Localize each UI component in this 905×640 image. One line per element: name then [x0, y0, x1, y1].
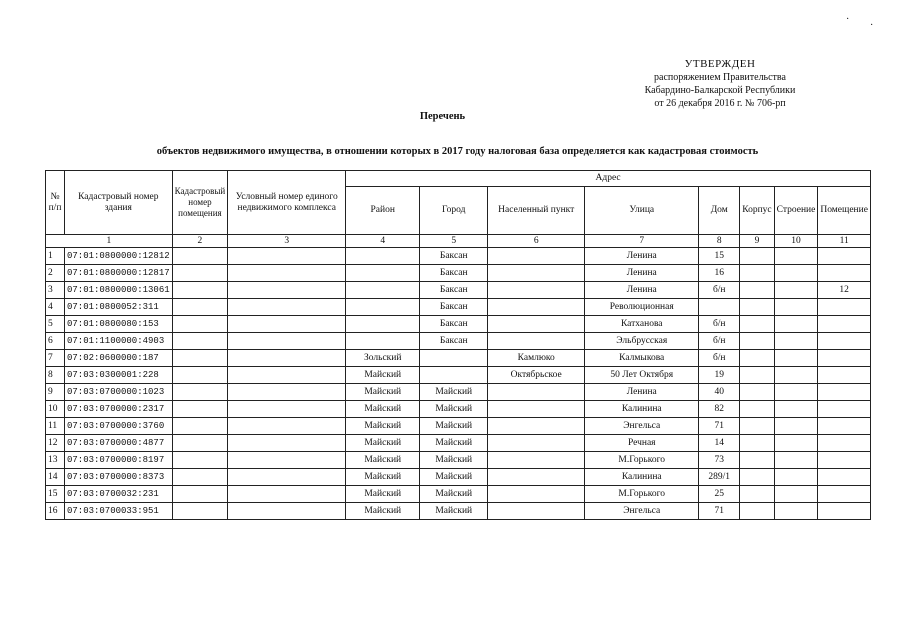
table-row [46, 486, 871, 503]
table-row [46, 265, 871, 282]
cell-city: Майский [420, 384, 488, 401]
cell-cad: 07:01:0800000:12817 [65, 265, 173, 282]
cell-room [818, 384, 871, 401]
approval-heading: УТВЕРЖДЕН [684, 58, 756, 70]
cell-settlement [488, 316, 585, 333]
cell-cond [228, 282, 346, 299]
cell-korp [740, 503, 774, 520]
column-number: 11 [818, 235, 871, 248]
column-number: 9 [740, 235, 774, 248]
cell-korp [740, 367, 774, 384]
cell-district [346, 265, 420, 282]
cell-district: Майский [346, 452, 420, 469]
cell-street: Калинина [585, 401, 699, 418]
cell-cond [228, 384, 346, 401]
cell-settlement [488, 418, 585, 435]
cell-n: 7 [46, 350, 65, 367]
cell-district: Майский [346, 384, 420, 401]
cell-korp [740, 248, 774, 265]
cell-prem [172, 282, 228, 299]
cell-room [818, 452, 871, 469]
cell-str [774, 299, 818, 316]
cell-cad: 07:03:0700000:1023 [65, 384, 173, 401]
cell-prem [172, 503, 228, 520]
header-settlement: Населенный пункт [488, 187, 585, 235]
cell-city [420, 350, 488, 367]
cell-korp [740, 299, 774, 316]
cell-str [774, 503, 818, 520]
cell-cad: 07:01:0800080:153 [65, 316, 173, 333]
header-street: Улица [585, 187, 699, 235]
cell-korp [740, 384, 774, 401]
cell-room [818, 469, 871, 486]
cell-str [774, 469, 818, 486]
cell-cad: 07:01:1100000:4903 [65, 333, 173, 350]
table-row [46, 299, 871, 316]
cell-n: 1 [46, 248, 65, 265]
scan-mark: · [870, 20, 874, 31]
cell-cond [228, 333, 346, 350]
cell-prem [172, 418, 228, 435]
cell-district [346, 248, 420, 265]
cell-prem [172, 316, 228, 333]
cell-city: Майский [420, 486, 488, 503]
cell-korp [740, 350, 774, 367]
cell-house: б/н [699, 333, 740, 350]
cell-district: Зольский [346, 350, 420, 367]
approval-line-3: Кабардино-Балкарской Республики [644, 85, 796, 96]
cell-korp [740, 333, 774, 350]
cell-settlement: Октябрьское [488, 367, 585, 384]
cell-cond [228, 316, 346, 333]
property-table [45, 170, 871, 520]
cell-city: Майский [420, 469, 488, 486]
cell-district: Майский [346, 469, 420, 486]
table-row [46, 333, 871, 350]
table-row [46, 384, 871, 401]
cell-cond [228, 350, 346, 367]
cell-settlement [488, 452, 585, 469]
cell-street: М.Горького [585, 486, 699, 503]
cell-district [346, 282, 420, 299]
cell-cond [228, 486, 346, 503]
cell-n: 2 [46, 265, 65, 282]
cell-street: Катханова [585, 316, 699, 333]
cell-str [774, 418, 818, 435]
cell-city: Майский [420, 418, 488, 435]
cell-district [346, 333, 420, 350]
cell-cad: 07:03:0700032:231 [65, 486, 173, 503]
cell-settlement [488, 469, 585, 486]
cell-room [818, 299, 871, 316]
cell-prem [172, 299, 228, 316]
column-number: 5 [420, 235, 488, 248]
cell-room [818, 503, 871, 520]
cell-street: Ленина [585, 282, 699, 299]
cell-street: Калинина [585, 469, 699, 486]
cell-str [774, 248, 818, 265]
cell-house: б/н [699, 316, 740, 333]
cell-prem [172, 367, 228, 384]
approval-line-2: распоряжением Правительства [654, 72, 786, 83]
header-district: Район [346, 187, 420, 235]
cell-district: Майский [346, 435, 420, 452]
cell-prem [172, 435, 228, 452]
cell-district: Майский [346, 418, 420, 435]
cell-street: Ленина [585, 265, 699, 282]
cell-prem [172, 265, 228, 282]
table-row [46, 452, 871, 469]
cell-house: 14 [699, 435, 740, 452]
cell-city: Баксан [420, 299, 488, 316]
cell-house: 16 [699, 265, 740, 282]
cell-prem [172, 248, 228, 265]
cell-str [774, 265, 818, 282]
column-number: 6 [488, 235, 585, 248]
cell-cond [228, 248, 346, 265]
approval-line-4: от 26 декабря 2016 г. № 706-рп [654, 98, 786, 109]
header-num: № п/п [46, 171, 65, 235]
table-row [46, 469, 871, 486]
cell-n: 15 [46, 486, 65, 503]
table-row [46, 435, 871, 452]
cell-n: 6 [46, 333, 65, 350]
column-number: 2 [172, 235, 228, 248]
cell-settlement [488, 384, 585, 401]
cell-settlement: Камлюко [488, 350, 585, 367]
cell-n: 9 [46, 384, 65, 401]
cell-house: 289/1 [699, 469, 740, 486]
cell-n: 3 [46, 282, 65, 299]
cell-cad: 07:03:0300001:228 [65, 367, 173, 384]
cell-cad: 07:01:0800000:12812 [65, 248, 173, 265]
cell-house: 71 [699, 418, 740, 435]
cell-cond [228, 299, 346, 316]
header-room: Помещение [818, 187, 871, 235]
cell-cad: 07:03:0700033:951 [65, 503, 173, 520]
cell-settlement [488, 333, 585, 350]
table-row [46, 282, 871, 299]
cell-prem [172, 333, 228, 350]
cell-korp [740, 401, 774, 418]
header-cadastral: Кадастровый номер здания [65, 171, 173, 235]
cell-city: Баксан [420, 265, 488, 282]
cell-district: Майский [346, 401, 420, 418]
header-city: Город [420, 187, 488, 235]
cell-str [774, 401, 818, 418]
cell-room [818, 418, 871, 435]
document-title: Перечень [419, 111, 466, 122]
column-number: 1 [46, 235, 173, 248]
cell-korp [740, 435, 774, 452]
cell-house: 73 [699, 452, 740, 469]
cell-cond [228, 367, 346, 384]
cell-street: Речная [585, 435, 699, 452]
cell-district: Майский [346, 503, 420, 520]
cell-cad: 07:03:0700000:8373 [65, 469, 173, 486]
cell-house: б/н [699, 350, 740, 367]
cell-city: Майский [420, 435, 488, 452]
cell-korp [740, 265, 774, 282]
scan-mark: · [846, 14, 850, 25]
cell-street: Калмыкова [585, 350, 699, 367]
header-cad-premise: Кадастровый номер помещения [172, 171, 228, 235]
cell-settlement [488, 486, 585, 503]
cell-cond [228, 469, 346, 486]
cell-room [818, 367, 871, 384]
column-number: 7 [585, 235, 699, 248]
cell-n: 10 [46, 401, 65, 418]
cell-city: Майский [420, 452, 488, 469]
table-row [46, 503, 871, 520]
cell-str [774, 367, 818, 384]
cell-room [818, 316, 871, 333]
cell-prem [172, 384, 228, 401]
cell-cad: 07:02:0600000:187 [65, 350, 173, 367]
cell-korp [740, 418, 774, 435]
cell-settlement [488, 299, 585, 316]
cell-district: Майский [346, 367, 420, 384]
cell-city: Баксан [420, 333, 488, 350]
cell-district: Майский [346, 486, 420, 503]
cell-str [774, 435, 818, 452]
approval-block [600, 58, 840, 110]
cell-cad: 07:03:0700000:3760 [65, 418, 173, 435]
cell-room [818, 248, 871, 265]
cell-house: 25 [699, 486, 740, 503]
table-row [46, 367, 871, 384]
column-number: 8 [699, 235, 740, 248]
cell-cond [228, 265, 346, 282]
cell-house: 15 [699, 248, 740, 265]
cell-settlement [488, 503, 585, 520]
cell-settlement [488, 248, 585, 265]
cell-prem [172, 469, 228, 486]
cell-street: Революционная [585, 299, 699, 316]
cell-n: 12 [46, 435, 65, 452]
cell-korp [740, 282, 774, 299]
cell-city [420, 367, 488, 384]
cell-street: 50 Лет Октября [585, 367, 699, 384]
cell-room [818, 486, 871, 503]
cell-cad: 07:03:0700000:2317 [65, 401, 173, 418]
column-numbers-row [46, 235, 871, 248]
table-row [46, 350, 871, 367]
header-structure: Строение [774, 187, 818, 235]
cell-prem [172, 350, 228, 367]
cell-settlement [488, 435, 585, 452]
cell-korp [740, 486, 774, 503]
cell-cond [228, 435, 346, 452]
cell-room [818, 265, 871, 282]
cell-n: 8 [46, 367, 65, 384]
cell-prem [172, 452, 228, 469]
cell-str [774, 316, 818, 333]
table-row [46, 401, 871, 418]
cell-street: Эльбрусская [585, 333, 699, 350]
cell-cad: 07:01:0800000:13061 [65, 282, 173, 299]
cell-room [818, 401, 871, 418]
cell-prem [172, 486, 228, 503]
cell-str [774, 452, 818, 469]
cell-settlement [488, 401, 585, 418]
column-number: 4 [346, 235, 420, 248]
cell-n: 16 [46, 503, 65, 520]
header-conditional: Условный номер единого недвижимого комплекса [228, 171, 346, 235]
cell-district [346, 316, 420, 333]
cell-korp [740, 469, 774, 486]
cell-street: Ленина [585, 384, 699, 401]
header-building: Корпус [740, 187, 774, 235]
cell-settlement [488, 265, 585, 282]
cell-cad: 07:03:0700000:8197 [65, 452, 173, 469]
cell-settlement [488, 282, 585, 299]
cell-n: 4 [46, 299, 65, 316]
cell-cond [228, 401, 346, 418]
cell-city: Баксан [420, 282, 488, 299]
cell-city: Баксан [420, 248, 488, 265]
header-address: Адрес [346, 171, 871, 187]
column-number: 3 [228, 235, 346, 248]
cell-n: 11 [46, 418, 65, 435]
cell-house: 82 [699, 401, 740, 418]
cell-str [774, 333, 818, 350]
cell-street: Энгельса [585, 418, 699, 435]
table-row [46, 418, 871, 435]
cell-n: 13 [46, 452, 65, 469]
cell-city: Майский [420, 401, 488, 418]
cell-str [774, 486, 818, 503]
cell-str [774, 282, 818, 299]
cell-cad: 07:03:0700000:4877 [65, 435, 173, 452]
header-house: Дом [699, 187, 740, 235]
cell-house: б/н [699, 282, 740, 299]
cell-room [818, 435, 871, 452]
cell-city: Баксан [420, 316, 488, 333]
cell-korp [740, 452, 774, 469]
cell-house: 71 [699, 503, 740, 520]
cell-room [818, 333, 871, 350]
cell-district [346, 299, 420, 316]
cell-cond [228, 503, 346, 520]
cell-cond [228, 452, 346, 469]
cell-house: 19 [699, 367, 740, 384]
cell-street: Ленина [585, 248, 699, 265]
table-row [46, 248, 871, 265]
cell-prem [172, 401, 228, 418]
cell-n: 14 [46, 469, 65, 486]
cell-cond [228, 418, 346, 435]
cell-room [818, 350, 871, 367]
cell-city: Майский [420, 503, 488, 520]
cell-room: 12 [818, 282, 871, 299]
cell-house: 40 [699, 384, 740, 401]
cell-street: М.Горького [585, 452, 699, 469]
cell-n: 5 [46, 316, 65, 333]
cell-korp [740, 316, 774, 333]
cell-str [774, 384, 818, 401]
table-row [46, 316, 871, 333]
cell-str [774, 350, 818, 367]
cell-cad: 07:01:0800052:311 [65, 299, 173, 316]
cell-street: Энгельса [585, 503, 699, 520]
column-number: 10 [774, 235, 818, 248]
document-subtitle: объектов недвижимого имущества, в отношении которых в 2017 году налоговая база определяется как кадастровая стоимость [156, 146, 759, 157]
cell-house [699, 299, 740, 316]
